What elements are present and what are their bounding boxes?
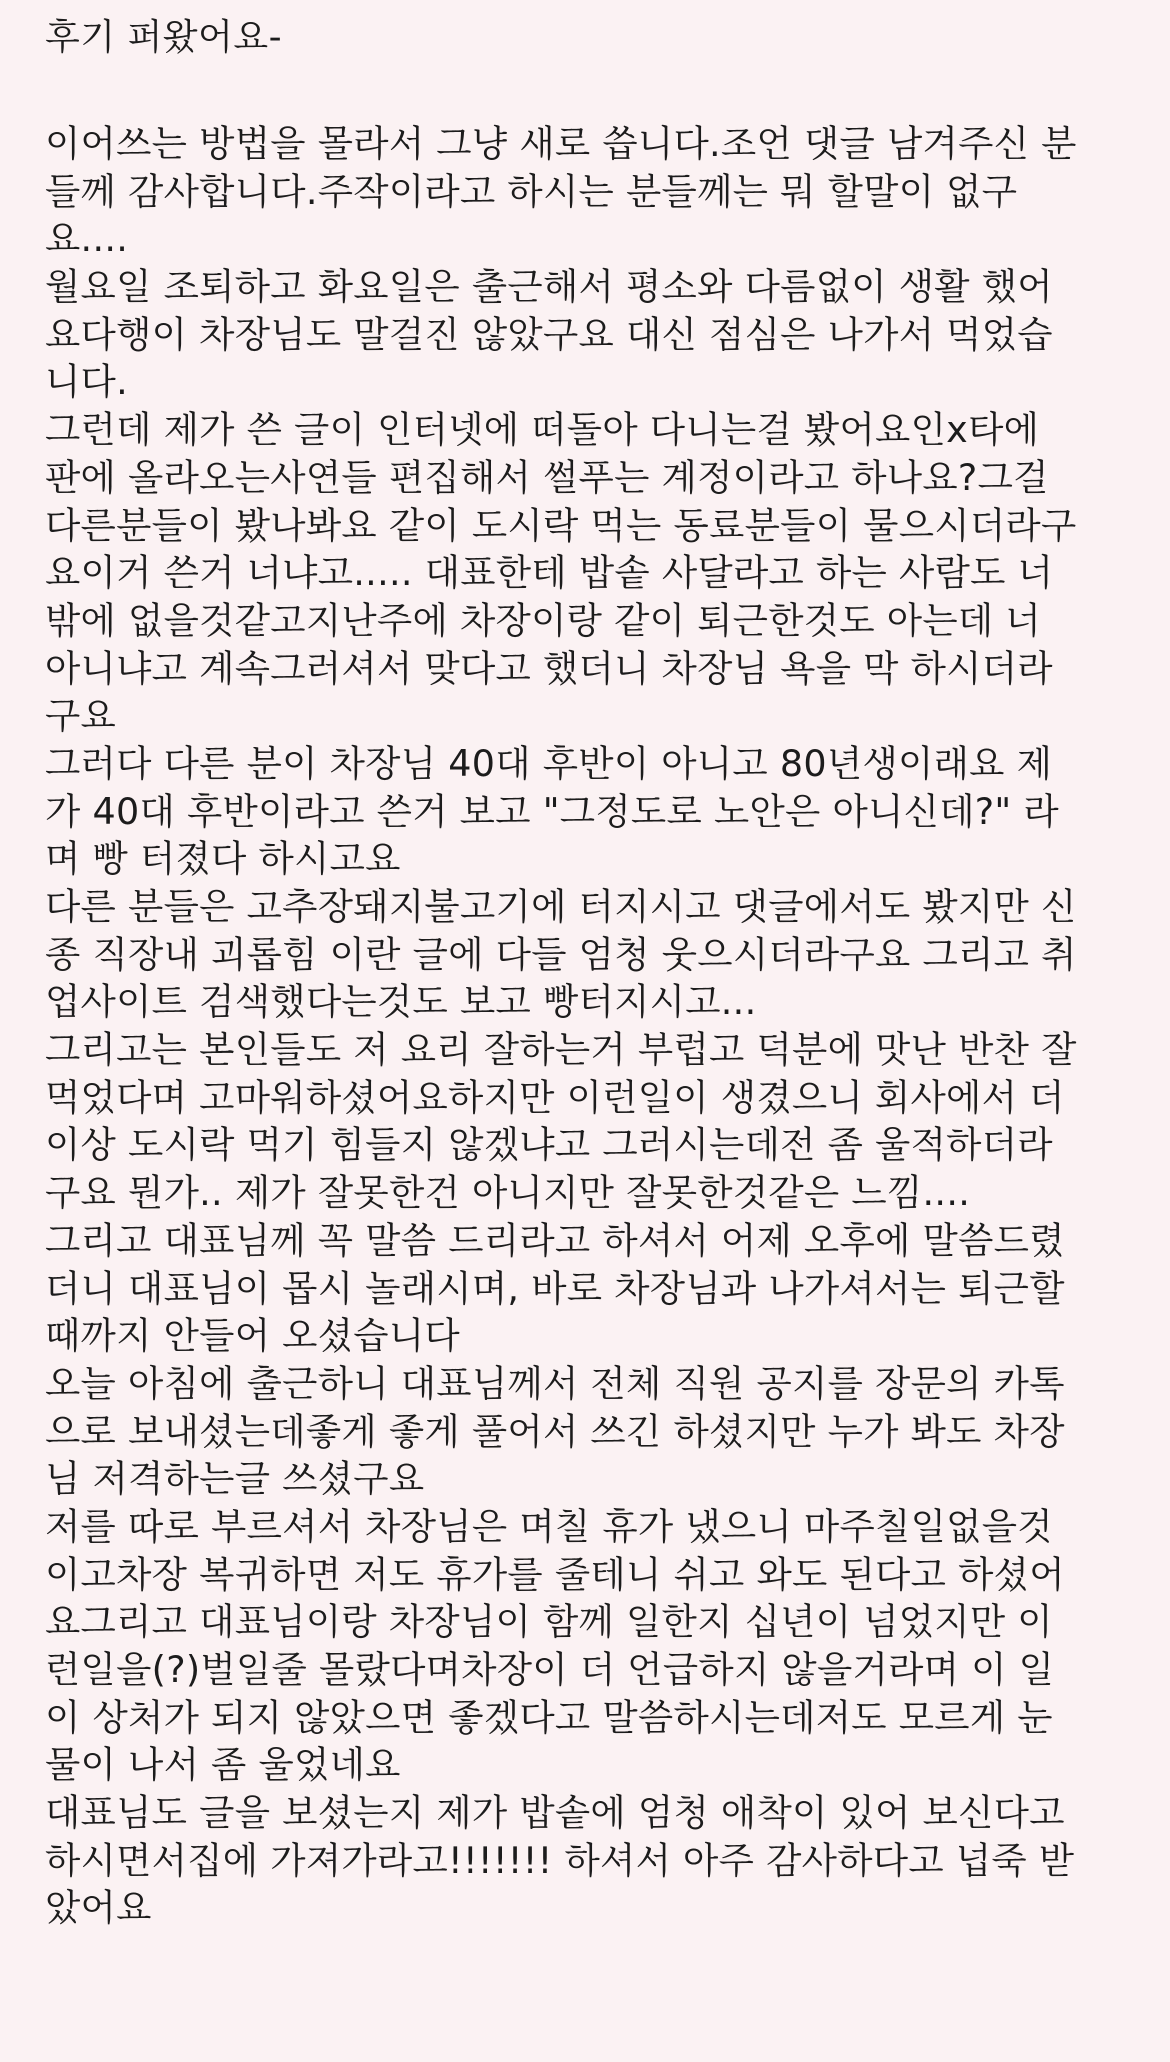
post-text-line: 그러다 다른 분이 차장님 40대 후반이 아니고 80년생이래요 제 <box>45 741 1053 785</box>
post-text-line: 구요 뭔가.. 제가 잘못한건 아니지만 잘못한것같은 느낌.... <box>45 1171 971 1215</box>
post-text-line: 런일을(?)벌일줄 몰랐다며차장이 더 언급하지 않을거라며 이 일 <box>45 1648 1055 1691</box>
post-text-line: 이고차장 복귀하면 저도 휴가를 줄테니 쉬고 와도 된다고 하셨어 <box>45 1552 1065 1596</box>
post-text-line: 이상 도시락 먹기 힘들지 않겠냐고 그러시는데전 좀 울적하더라 <box>45 1123 1053 1167</box>
post-text-line: 저를 따로 부르셔서 차장님은 며칠 휴가 냈으니 마주칠일없을것 <box>45 1504 1053 1548</box>
post-body <box>45 120 1150 1932</box>
post-text-line: 들께 감사합니다.주작이라고 하시는 분들께는 뭐 할말이 없구 <box>45 169 1018 213</box>
post-text-line: 오늘 아침에 출근하니 대표님께서 전체 직원 공지를 장문의 카톡 <box>45 1361 1065 1405</box>
post-text-line: 다른분들이 봤나봐요 같이 도시락 먹는 동료분들이 물으시더라구 <box>45 503 1077 547</box>
post-text-line: 가 40대 후반이라고 쓴거 보고 "그정도로 노안은 아니신데?" 라 <box>45 789 1059 833</box>
post-text-line: 구요 <box>45 694 117 738</box>
post-text-line: 요.... <box>45 217 129 261</box>
post-text-line: 하시면서집에 가져가라고!!!!!!! 하셔서 아주 감사하다고 넙죽 받 <box>45 1838 1075 1882</box>
post-text-line: 그리고는 본인들도 저 요리 잘하는거 부럽고 덕분에 맛난 반찬 잘 <box>45 1028 1077 1072</box>
post-text-line: 그리고 대표님께 꼭 말씀 드리라고 하셔서 어제 오후에 말씀드렸 <box>45 1218 1065 1262</box>
post-text-line: 밖에 없을것같고지난주에 차장이랑 같이 퇴근한것도 아는데 너 <box>45 598 1041 642</box>
post-text-line: 더니 대표님이 몹시 놀래시며, 바로 차장님과 나가셔서는 퇴근할 <box>45 1266 1065 1310</box>
post-text-line: 아니냐고 계속그러셔서 맞다고 했더니 차장님 욕을 막 하시더라 <box>45 646 1053 690</box>
post-text-line: 먹었다며 고마워하셨어요하지만 이런일이 생겼으니 회사에서 더 <box>45 1075 1065 1119</box>
post-text-line: 이어쓰는 방법을 몰라서 그냥 새로 씁니다.조언 댓글 남겨주신 분 <box>45 122 1077 165</box>
post-text-line: 며 빵 터졌다 하시고요 <box>45 837 401 881</box>
post-text-line: 업사이트 검색했다는것도 보고 빵터지시고... <box>45 980 757 1024</box>
post-text-line: 니다. <box>45 360 129 404</box>
post-text-line: 때까지 안들어 오셨습니다 <box>45 1314 460 1358</box>
post-text-line: 판에 올라오는사연들 편집해서 썰푸는 계정이라고 하나요?그걸 <box>45 455 1049 499</box>
post-text-line: 았어요 <box>45 1886 152 1930</box>
post-text-line: 이 상처가 되지 않았으면 좋겠다고 말씀하시는데저도 모르게 눈 <box>45 1695 1053 1739</box>
post-text-line: 월요일 조퇴하고 화요일은 출근해서 평소와 다름없이 생활 했어 <box>45 265 1053 309</box>
post-text-line: 물이 나서 좀 울었네요 <box>45 1743 401 1787</box>
post-text-line: 요그리고 대표님이랑 차장님이 함께 일한지 십년이 넘었지만 이 <box>45 1600 1053 1644</box>
post-text-line: 그런데 제가 쓴 글이 인터넷에 떠돌아 다니는걸 봤어요인x타에 <box>45 408 1040 452</box>
post-text-line: 님 저격하는글 쓰셨구요 <box>45 1457 425 1501</box>
post-text-line: 다른 분들은 고추장돼지불고기에 터지시고 댓글에서도 봤지만 신 <box>45 885 1077 928</box>
post-text-line: 종 직장내 괴롭힘 이란 글에 다들 엄청 웃으시더라구요 그리고 취 <box>45 932 1077 976</box>
post-text-line: 요이거 쓴거 너냐고..... 대표한테 밥솥 사달라고 하는 사람도 너 <box>45 551 1054 595</box>
post-text-line: 대표님도 글을 보셨는지 제가 밥솥에 엄청 애착이 있어 보신다고 <box>45 1791 1065 1835</box>
post-title: 후기 퍼왔어요- <box>45 17 283 58</box>
post-text-line: 요다행이 차장님도 말걸진 않았구요 대신 점심은 나가서 먹었습 <box>45 312 1053 356</box>
post-text-line: 으로 보내셨는데좋게 좋게 풀어서 쓰긴 하셨지만 누가 봐도 차장 <box>45 1409 1065 1453</box>
